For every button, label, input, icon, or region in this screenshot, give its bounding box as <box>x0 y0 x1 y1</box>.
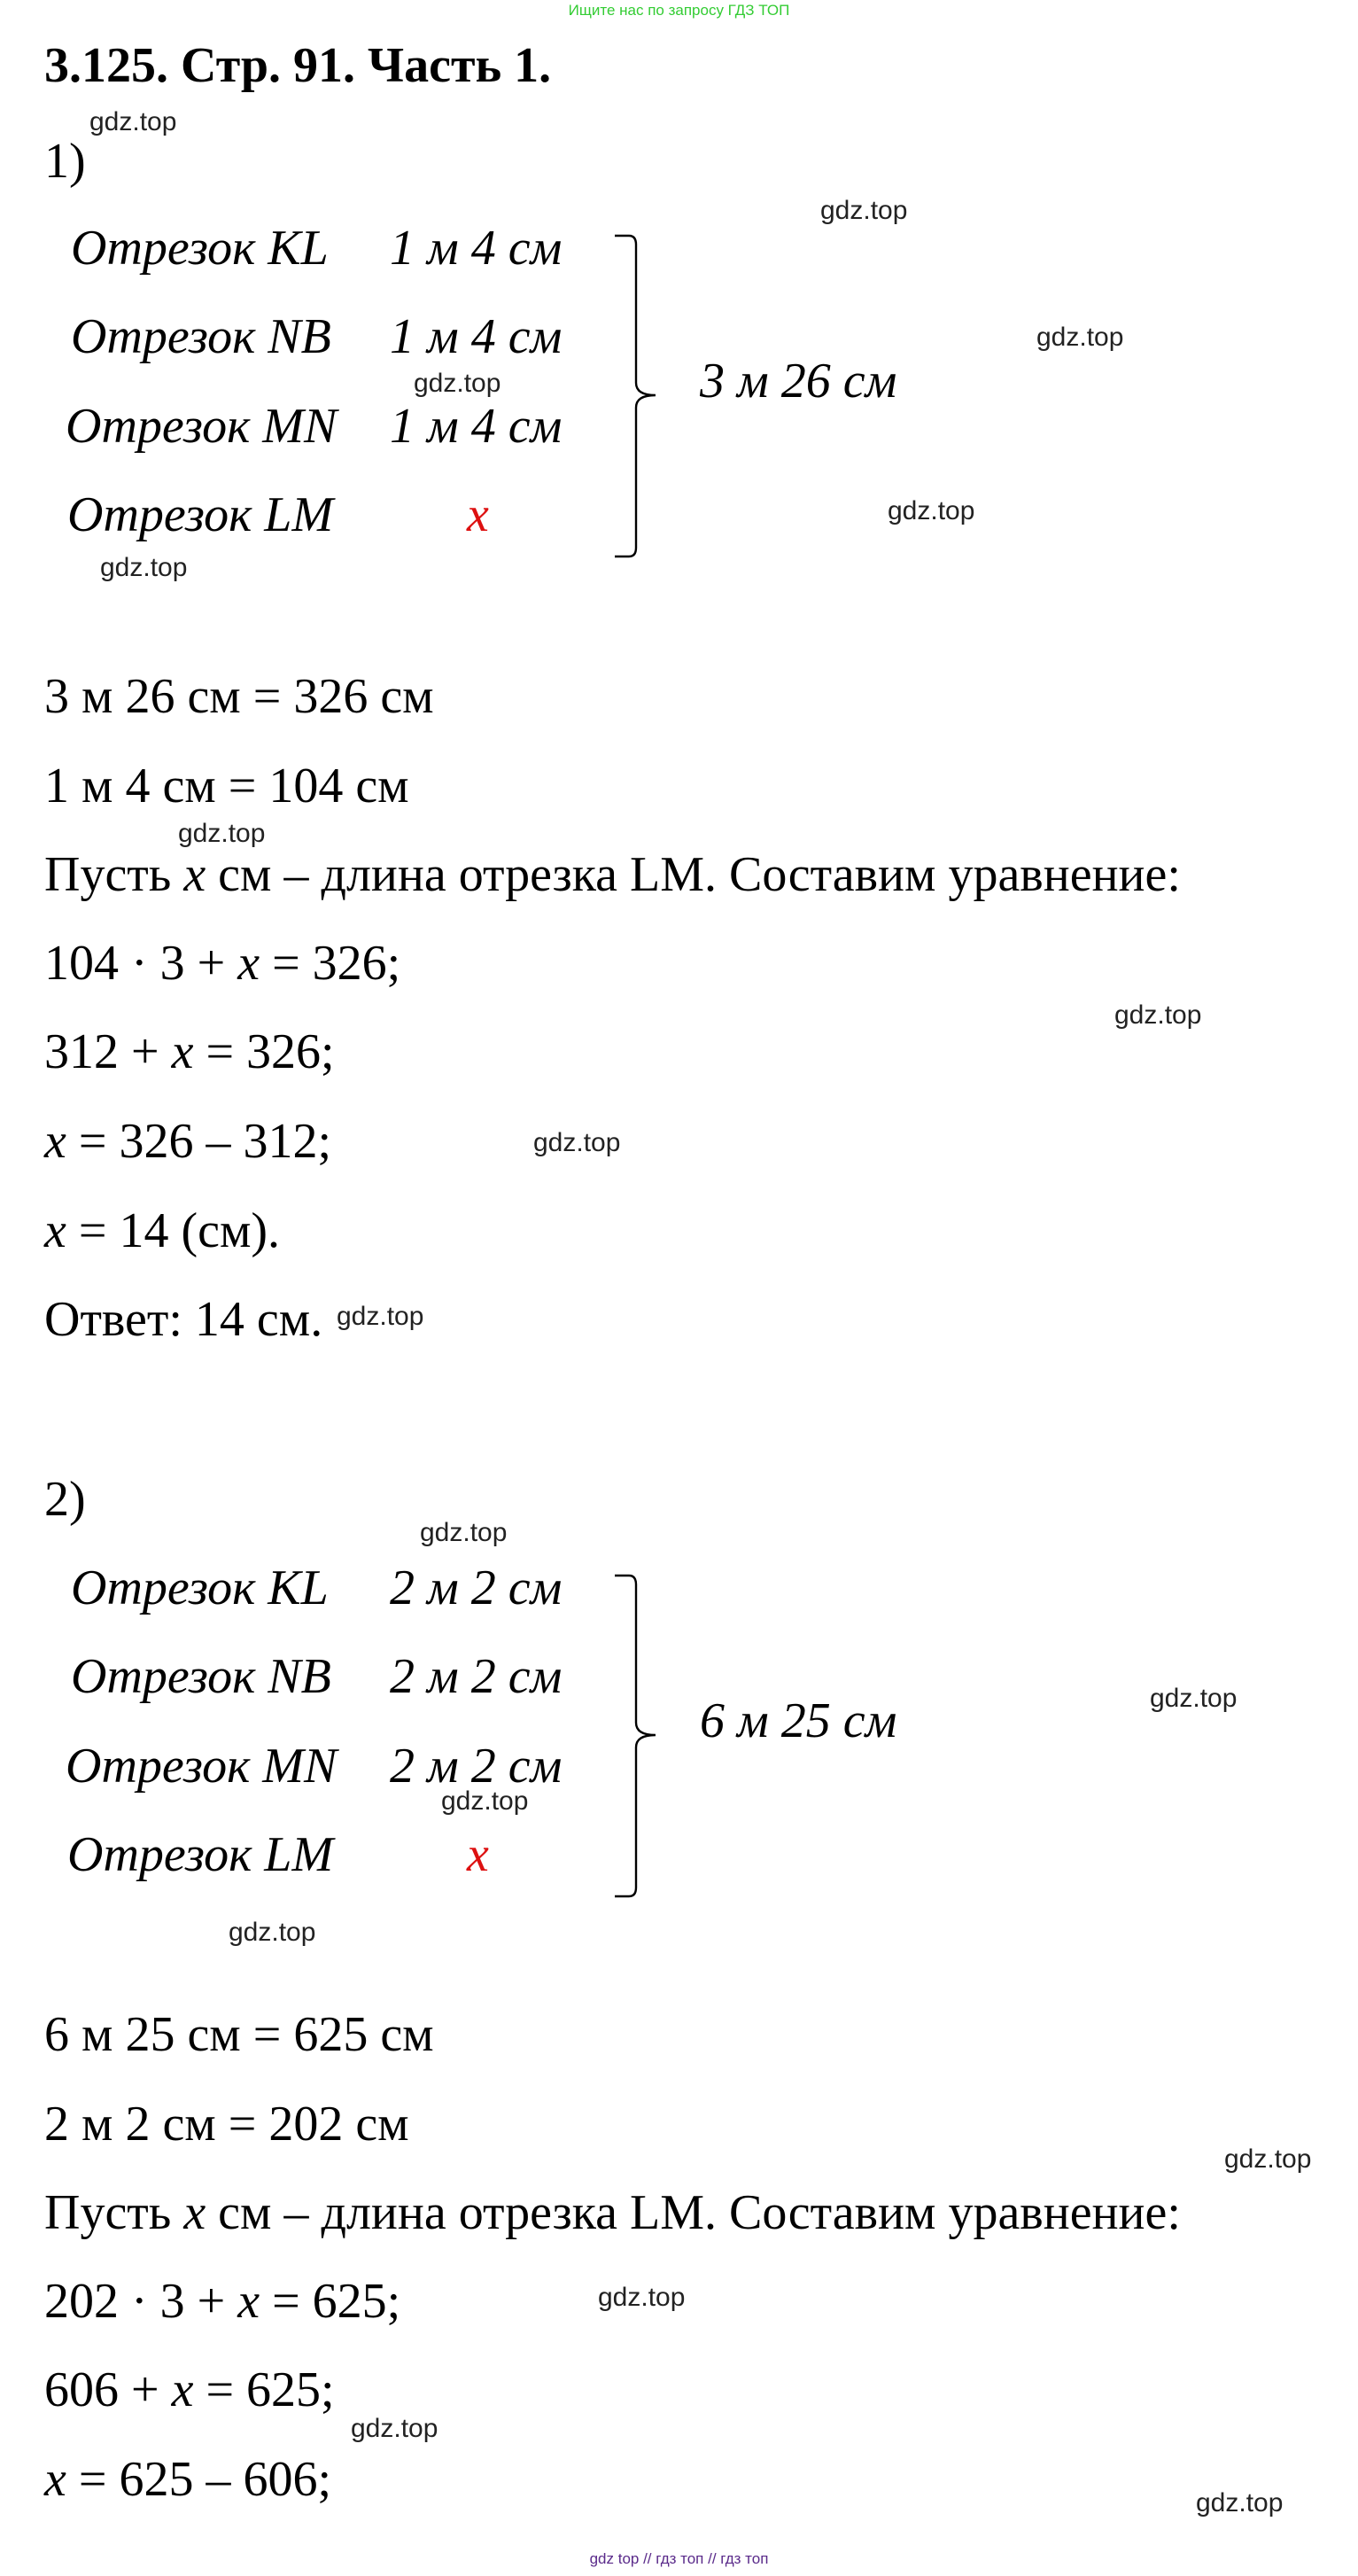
part1-eq4: x = 14 (см). <box>44 1203 281 1258</box>
watermark: gdz.top <box>1036 323 1124 352</box>
watermark: gdz.top <box>820 196 908 225</box>
watermark: gdz.top <box>89 107 177 136</box>
part2-eq1: 202 · 3 + x = 625; <box>44 2274 401 2329</box>
watermark: gdz.top <box>420 1518 508 1547</box>
part2-row4-value: x <box>467 1827 489 1882</box>
part2-row3-value: 2 м 2 см <box>390 1739 563 1794</box>
part2-row2-name: Отрезок NB <box>71 1649 331 1704</box>
watermark: gdz.top <box>441 1786 529 1816</box>
part2-row1-name: Отрезок KL <box>71 1560 329 1615</box>
watermark: gdz.top <box>1150 1684 1238 1713</box>
part1-total: 3 м 26 см <box>700 354 897 409</box>
part1-answer: Ответ: 14 см. <box>44 1292 323 1347</box>
top-banner[interactable]: Ищите нас по запросу ГДЗ ТОП <box>568 2 790 19</box>
part2-let-line: Пусть x см – длина отрезка LM. Составим уравнение: <box>44 2185 1181 2240</box>
watermark: gdz.top <box>337 1302 424 1331</box>
part1-let-var: x <box>183 847 206 902</box>
part1-row4-name: Отрезок LM <box>67 487 334 542</box>
part2-label: 2) <box>44 1472 86 1527</box>
part1-row2-value: 1 м 4 см <box>390 309 563 364</box>
watermark: gdz.top <box>1114 1000 1202 1030</box>
part1-curly-brace <box>611 232 664 560</box>
part2-row1-value: 2 м 2 см <box>390 1560 563 1615</box>
watermark: gdz.top <box>414 369 501 398</box>
part1-eq1: 104 · 3 + x = 326; <box>44 936 401 991</box>
part1-let-line: Пусть x см – длина отрезка LM. Составим уравнение: <box>44 847 1181 902</box>
part1-row3-name: Отрезок MN <box>66 399 338 454</box>
watermark: gdz.top <box>229 1918 316 1947</box>
part2-row4-name: Отрезок LM <box>67 1827 334 1882</box>
part2-conv1: 6 м 25 см = 625 см <box>44 2007 434 2062</box>
part1-row3-value: 1 м 4 см <box>390 399 563 454</box>
part1-row4-value: x <box>467 487 489 542</box>
part1-row1-value: 1 м 4 см <box>390 221 563 276</box>
part2-curly-brace <box>611 1572 664 1900</box>
watermark: gdz.top <box>1224 2144 1312 2174</box>
part1-row2-name: Отрезок NB <box>71 309 331 364</box>
part1-conv2: 1 м 4 см = 104 см <box>44 759 409 813</box>
part1-eq3: x = 326 – 312; <box>44 1114 331 1169</box>
watermark: gdz.top <box>533 1128 621 1157</box>
part2-let-var: x <box>183 2185 206 2240</box>
part1-row1-name: Отрезок KL <box>71 221 329 276</box>
part2-eq2: 606 + x = 625; <box>44 2362 335 2417</box>
page-title: 3.125. Стр. 91. Часть 1. <box>44 38 552 93</box>
watermark: gdz.top <box>351 2414 438 2443</box>
watermark: gdz.top <box>1196 2488 1284 2518</box>
part2-row2-value: 2 м 2 см <box>390 1649 563 1704</box>
part1-label: 1) <box>44 134 86 189</box>
part2-conv2: 2 м 2 см = 202 см <box>44 2097 409 2152</box>
part1-eq2: 312 + x = 326; <box>44 1024 335 1079</box>
part2-total: 6 м 25 см <box>700 1693 897 1748</box>
part1-conv1: 3 м 26 см = 326 см <box>44 669 434 724</box>
footer-links[interactable]: gdz top // гдз топ // гдз топ <box>589 2550 769 2567</box>
watermark: gdz.top <box>598 2283 686 2312</box>
watermark: gdz.top <box>100 553 188 582</box>
watermark: gdz.top <box>178 819 266 848</box>
part2-row3-name: Отрезок MN <box>66 1739 338 1794</box>
watermark: gdz.top <box>888 496 975 525</box>
part2-eq3: x = 625 – 606; <box>44 2452 331 2507</box>
